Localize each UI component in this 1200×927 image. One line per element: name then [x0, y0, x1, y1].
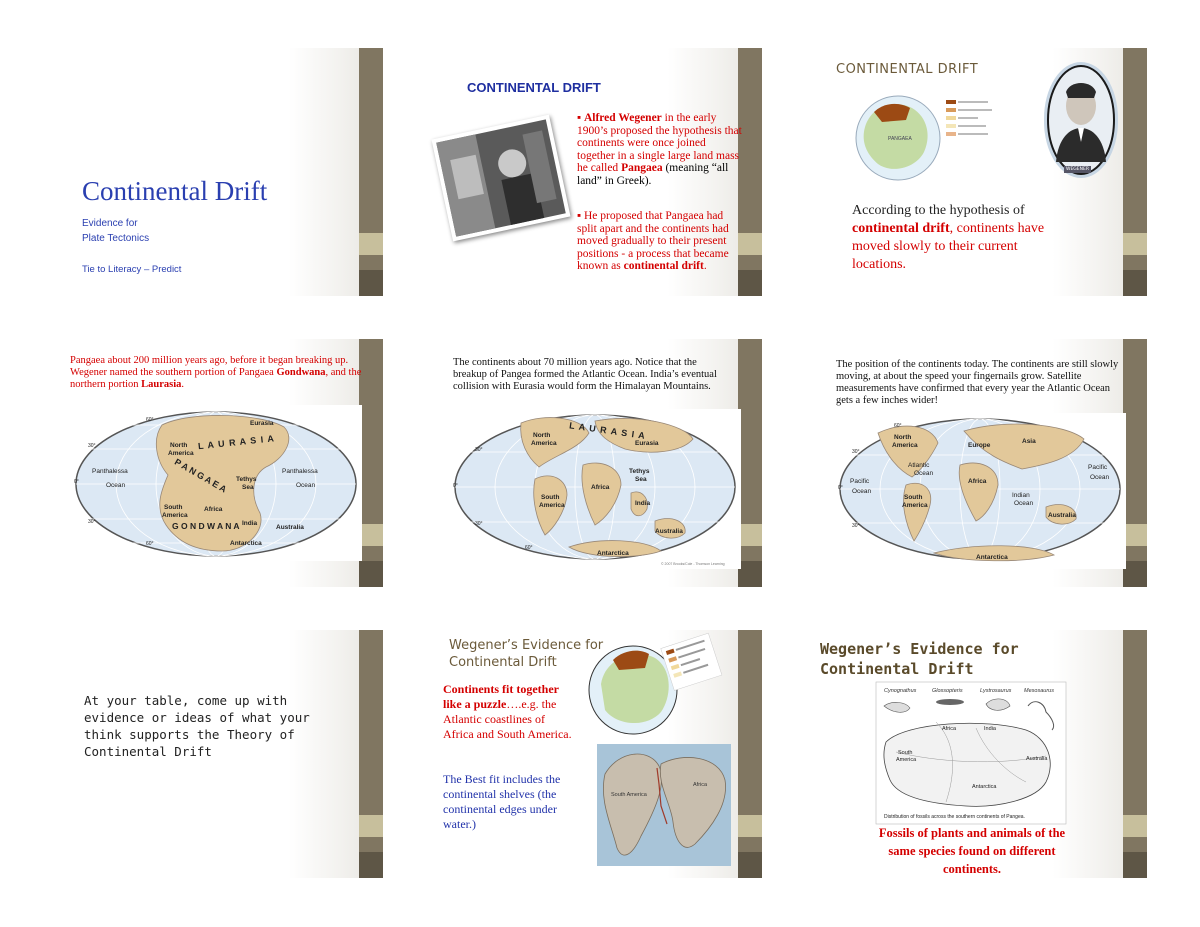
svg-text:Pacific: Pacific [1088, 464, 1108, 471]
slide-title-line-1: Wegener’s Evidence for [449, 638, 604, 653]
svg-text:America: America [539, 502, 565, 509]
slide-title-line-2: Continental Drift [820, 660, 974, 678]
svg-text:Eurasia: Eurasia [250, 420, 274, 427]
svg-text:Indian: Indian [1012, 492, 1030, 499]
svg-text:Glossopteris: Glossopteris [932, 688, 963, 694]
pangaea-globe [852, 94, 1022, 186]
slide-3 [832, 48, 1147, 296]
slide-title: Continental Drift [82, 176, 268, 206]
svg-text:30°: 30° [88, 519, 96, 525]
svg-text:L A U R A S I A: L A U R A S I A [197, 433, 276, 452]
continent-fit-map [597, 744, 731, 866]
wegener-name: Alfred Wegener [583, 112, 662, 124]
svg-text:Australia: Australia [1048, 512, 1076, 519]
svg-text:India: India [635, 500, 651, 507]
svg-text:Ocean: Ocean [1090, 474, 1110, 481]
bullet-1: ▪ Alfred Wegener in the early 1900’s proposed the hypothesis that continents were once joined together in a single large land mass he called Pangaea (meaning “all land” in Greek). [577, 112, 742, 187]
svg-text:South: South [541, 494, 560, 501]
puzzle-fit-text: Continents fit together like a puzzle….e.g. the Atlantic coastlines of Africa and South America. [443, 682, 572, 741]
svg-text:0°: 0° [838, 485, 843, 491]
slide-5 [447, 339, 762, 587]
svg-text:Sea: Sea [242, 484, 254, 491]
svg-text:L A U R A S I A: L A U R A S I A [568, 420, 647, 441]
svg-text:Eurasia: Eurasia [635, 440, 659, 447]
fossil-distribution-figure [876, 682, 1066, 824]
slide-2 [447, 48, 762, 296]
fossils-caption: Fossils of plants and animals of the same species found on different continents. [878, 826, 1066, 876]
svg-text:South: South [904, 494, 923, 501]
svg-text:30°: 30° [852, 523, 860, 529]
svg-text:Africa: Africa [204, 506, 223, 513]
svg-text:PANGAEA: PANGAEA [888, 136, 912, 142]
bullet-2: ▪ He proposed that Pangaea had split apart and the continents had moved gradually to their present positions - a process that became known as continental drift. [577, 210, 729, 272]
svg-text:0°: 0° [453, 483, 458, 489]
slide-sidebar [1123, 630, 1147, 878]
slide-sidebar [738, 339, 762, 587]
svg-text:America: America [896, 757, 917, 763]
svg-text:Pacific: Pacific [850, 478, 870, 485]
slide-subtitle-1: Evidence for [82, 218, 138, 229]
slide-sidebar [359, 48, 383, 296]
wegener-photo [431, 115, 570, 242]
pangaea-globe [587, 634, 719, 738]
slide-7 [68, 630, 383, 878]
svg-text:Asia: Asia [1022, 438, 1036, 445]
svg-text:60°: 60° [525, 545, 533, 551]
slide-subtitle-2: Plate Tectonics [82, 233, 150, 244]
best-fit-text: The Best fit includes the continental shelves (the continental edges under water.) [443, 772, 561, 831]
slide-4 [68, 339, 383, 587]
slide-title-line-1: Wegener’s Evidence for [820, 640, 1019, 658]
svg-text:P A N G A E A: P A N G A E A [172, 456, 229, 495]
svg-text:Africa: Africa [693, 782, 708, 788]
portrait-caption: WEGENER [1066, 167, 1089, 172]
svg-text:North: North [533, 432, 551, 439]
svg-text:Tethys: Tethys [629, 468, 650, 475]
svg-text:© 2007 Brooks/Cole - Thomson L: © 2007 Brooks/Cole - Thomson Learning [661, 562, 725, 566]
svg-text:60°: 60° [146, 541, 154, 547]
map-caption: The position of the continents today. The continents are still slowly moving, at about the speed your fingernails grow. Satellite measurements have confirmed that every year the Atlantic Ocean gets a few inches wider! [836, 359, 1119, 406]
slide-8 [443, 630, 762, 878]
slide-title-line-2: Continental Drift [449, 655, 557, 670]
svg-text:North: North [170, 442, 188, 449]
wegener-portrait [1044, 62, 1118, 178]
svg-text:Atlantic: Atlantic [908, 462, 930, 469]
svg-text:Panthalessa: Panthalessa [282, 468, 318, 475]
svg-text:Sea: Sea [635, 476, 647, 483]
slide-9 [820, 630, 1147, 878]
svg-text:North: North [894, 434, 912, 441]
svg-text:Cynognathus: Cynognathus [884, 688, 917, 694]
svg-text:Ocean: Ocean [1014, 500, 1034, 507]
svg-text:Distribution of fossils across: Distribution of fossils across the southern continents of Pangea. [884, 814, 1025, 820]
slide-sidebar [1123, 48, 1147, 296]
hypothesis-text: According to the hypothesis of continental drift, continents have moved slowly to their current locations. [852, 203, 1045, 272]
svg-text:Europe: Europe [968, 442, 991, 449]
svg-text:Australia: Australia [276, 524, 304, 531]
continents-today-map [834, 413, 1126, 569]
svg-text:30°: 30° [852, 449, 860, 455]
svg-text:60°: 60° [146, 417, 154, 423]
svg-text:30°: 30° [475, 521, 483, 527]
svg-text:Ocean: Ocean [852, 488, 872, 495]
svg-text:Australia: Australia [1026, 756, 1048, 762]
svg-text:Ocean: Ocean [106, 482, 126, 489]
svg-text:Ocean: Ocean [914, 470, 934, 477]
svg-text:America: America [902, 502, 928, 509]
slide-6 [832, 339, 1147, 587]
svg-text:G O N D W A N A: G O N D W A N A [172, 521, 240, 531]
svg-text:Panthalessa: Panthalessa [92, 468, 128, 475]
svg-text:South: South [164, 504, 183, 511]
slide-sidebar [738, 630, 762, 878]
svg-text:India: India [242, 520, 258, 527]
slide-sidebar [359, 630, 383, 878]
svg-text:America: America [892, 442, 918, 449]
svg-text:Africa: Africa [968, 478, 987, 485]
svg-text:America: America [168, 450, 194, 457]
svg-text:Lystrosaurus: Lystrosaurus [980, 688, 1012, 694]
svg-text:America: America [162, 512, 188, 519]
map-caption: The continents about 70 million years ago. Notice that the breakup of Pangea formed the Atlantic Ocean. India’s eventual collision with Eurasia would form the Himalayan Mountains. [453, 357, 717, 392]
pangaea-map [70, 405, 362, 561]
slide-sidebar [359, 339, 383, 587]
svg-text:India: India [984, 726, 996, 732]
svg-text:South America: South America [611, 792, 647, 798]
svg-text:Tethys: Tethys [236, 476, 257, 483]
slide-title: CONTINENTAL DRIFT [836, 62, 979, 77]
svg-text:Africa: Africa [591, 484, 610, 491]
svg-text:Africa: Africa [942, 726, 957, 732]
continents-70mya-map [449, 409, 741, 569]
slide-tie-literacy: Tie to Literacy – Predict [82, 264, 182, 275]
slide-title: CONTINENTAL DRIFT [467, 80, 601, 95]
svg-text:Antarctica: Antarctica [230, 540, 262, 547]
svg-text:30°: 30° [475, 447, 483, 453]
map-caption: Pangaea about 200 million years ago, before it began breaking up. Wegener named the southern portion of Pangaea Gondwana, and the northern portion Laurasia. [70, 355, 362, 390]
svg-text:South: South [898, 750, 913, 756]
svg-text:Mesosaurus: Mesosaurus [1024, 688, 1054, 694]
svg-text:America: America [531, 440, 557, 447]
svg-text:Australia: Australia [655, 528, 683, 535]
svg-text:60°: 60° [894, 423, 902, 429]
svg-text:Ocean: Ocean [296, 482, 316, 489]
svg-text:Antarctica: Antarctica [597, 550, 629, 557]
svg-text:Antarctica: Antarctica [972, 784, 997, 790]
slide-1 [68, 48, 383, 296]
activity-prompt: At your table, come up with evidence or ideas of what your think supports the Theory of Continental Drift [84, 693, 310, 759]
svg-text:30°: 30° [88, 443, 96, 449]
svg-text:Antarctica: Antarctica [976, 554, 1008, 561]
svg-text:0°: 0° [74, 479, 79, 485]
